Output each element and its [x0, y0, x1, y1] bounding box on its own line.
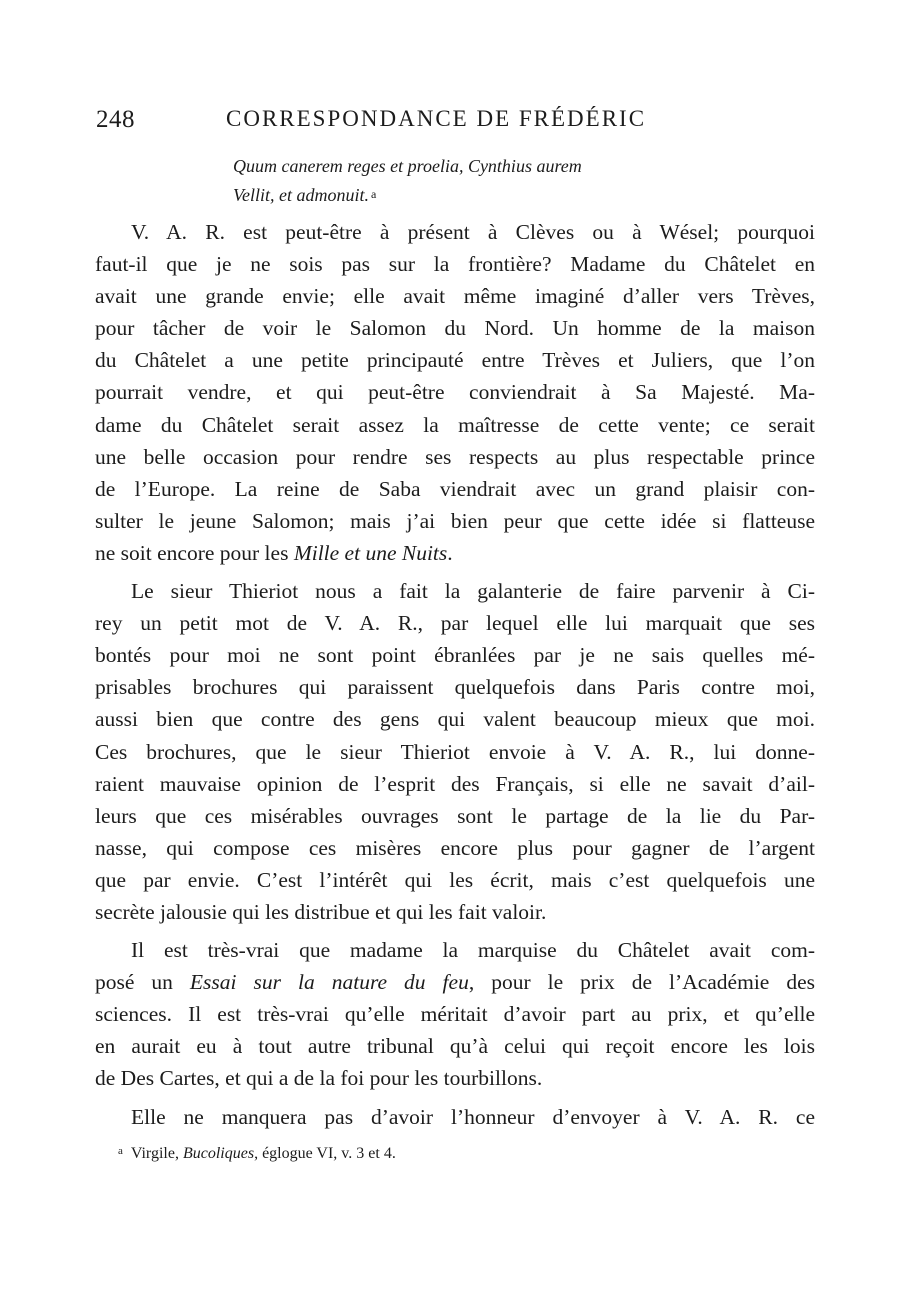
- text-line: nasse, qui compose ces misères encore plus pour gagner de l’argent: [95, 835, 815, 860]
- footnote-text: Virgile,: [130, 1145, 183, 1162]
- text-segment: posé un: [95, 970, 190, 995]
- footnote: [118, 1140, 718, 1165]
- text-line: [95, 966, 815, 998]
- footnote-marker: a: [118, 1145, 123, 1157]
- footnote-book-title: Bucoliques: [182, 1145, 255, 1162]
- text-line: faut-il que je ne sois pas sur la frontière? Madame du Châtelet en: [95, 252, 815, 277]
- text-line: Le sieur Thieriot nous a fait la galanterie de faire parvenir à Ci-: [131, 579, 815, 604]
- text-line: leurs que ces misérables ouvrages sont le partage de la lie du Par-: [95, 803, 815, 828]
- text-line: [95, 537, 815, 569]
- text-line: Ces brochures, que le sieur Thieriot envoie à V. A. R., lui donne-: [95, 739, 815, 764]
- paragraph-4: [95, 1101, 815, 1133]
- text-line: pourrait vendre, et qui peut-être conviendrait à Sa Majesté. Ma-: [95, 380, 815, 405]
- paragraph-3: [95, 934, 815, 1094]
- running-header: [96, 106, 816, 142]
- text-line: du Châtelet a une petite principauté entre Trèves et Juliers, que l’on: [95, 348, 815, 373]
- paragraph-2: [95, 575, 815, 928]
- epigraph-note-marker: a: [370, 187, 377, 201]
- epigraph-line-1: Quum canerem reges et proelia, Cynthius aurem: [233, 156, 582, 176]
- text-line: rey un petit mot de V. A. R., par lequel elle lui marquait que ses: [95, 611, 815, 636]
- text-line: sulter le jeune Salomon; mais j’ai bien peur que cette idée si flatteuse: [95, 508, 815, 533]
- epigraph-line-2: [233, 180, 753, 209]
- text-line: avait une grande envie; elle avait même imaginé d’aller vers Trèves,: [95, 284, 815, 309]
- text-line: V. A. R. est peut-être à présent à Clèves ou à Wésel; pourquoi: [131, 220, 815, 244]
- text-line: Il est très-vrai que madame la marquise du Châtelet avait com-: [131, 938, 815, 963]
- letter-body: [95, 216, 815, 1139]
- footnote-text: , églogue VI, v. 3 et 4.: [254, 1145, 396, 1162]
- text-line: en aurait eu à tout autre tribunal qu’à celui qui reçoit encore les lois: [95, 1034, 815, 1059]
- text-line: dame du Châtelet serait assez la maîtresse de cette vente; ce serait: [95, 412, 815, 437]
- essay-title: Essai sur la nature du feu: [189, 970, 469, 995]
- text-line: Elle ne manquera pas d’avoir l’honneur d’envoyer à V. A. R. ce: [131, 1104, 815, 1129]
- text-line: que par envie. C’est l’intérêt qui les écrit, mais c’est quelquefois une: [95, 867, 815, 892]
- page-number: 248: [96, 106, 135, 133]
- text-line: de l’Europe. La reine de Saba viendrait avec un grand plaisir con-: [95, 476, 815, 501]
- text-line: pour tâcher de voir le Salomon du Nord. Un homme de la maison: [95, 316, 815, 341]
- text-line: sciences. Il est très-vrai qu’elle méritait d’avoir part au prix, et qu’elle: [95, 1002, 815, 1027]
- text-segment: .: [447, 540, 453, 565]
- text-line: aussi bien que contre des gens qui valent beaucoup mieux que moi.: [95, 707, 815, 732]
- text-line: secrète jalousie qui les distribue et qui les fait valoir.: [95, 899, 547, 924]
- text-line: prisables brochures qui paraissent quelquefois dans Paris contre moi,: [95, 675, 815, 700]
- text-segment: , pour le prix de l’Académie des: [468, 970, 815, 995]
- text-line: raient mauvaise opinion de l’esprit des Français, si elle ne savait d’ail-: [95, 771, 815, 796]
- text-line: une belle occasion pour rendre ses respects au plus respectable prince: [95, 444, 815, 469]
- epigraph: [233, 152, 753, 209]
- running-title: CORRESPONDANCE DE FRÉDÉRIC: [226, 106, 647, 131]
- text-segment: ne soit encore pour les: [95, 540, 294, 565]
- book-title: Mille et une Nuits: [293, 540, 448, 565]
- epigraph-line-2-text: Vellit, et admonuit.: [233, 185, 369, 205]
- text-line: bontés pour moi ne sont point ébranlées par je ne sais quelles mé-: [95, 643, 815, 668]
- paragraph-1: [95, 216, 815, 569]
- text-line: de Des Cartes, et qui a de la foi pour les tourbillons.: [95, 1066, 543, 1091]
